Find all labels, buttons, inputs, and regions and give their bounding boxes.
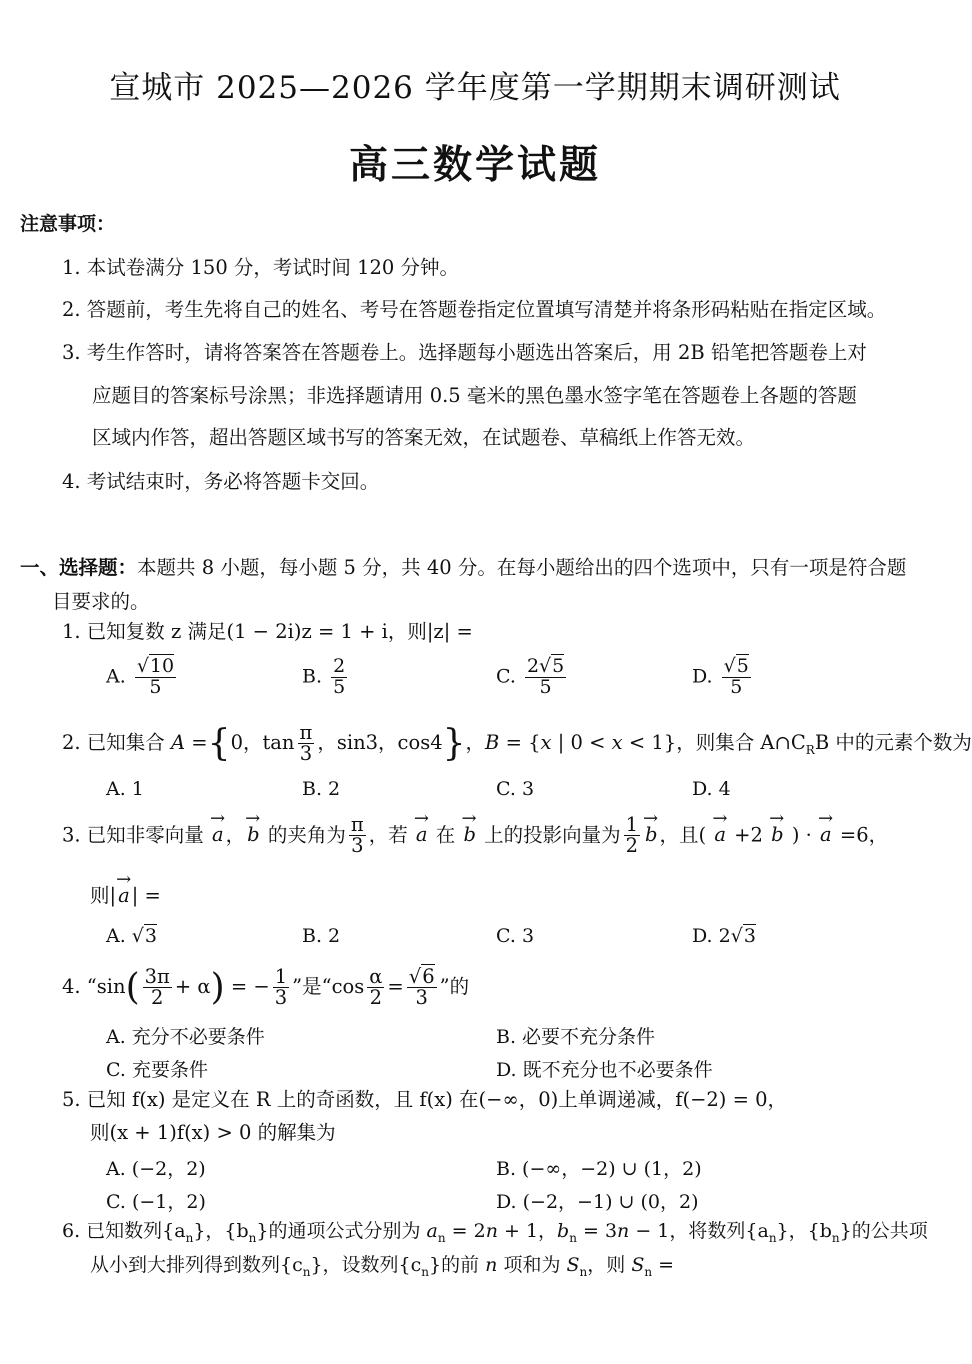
q3-option-c: C. 3 [496, 925, 535, 947]
q5-stem: 5. 已知 f(x) 是定义在 R 上的奇函数，且 f(x) 在(−∞，0)上单调递减，f(−2) = 0， [62, 1088, 788, 1111]
note-1: 1. 本试卷满分 150 分，考试时间 120 分钟。 [62, 256, 460, 279]
note-3-cont-2: 区域内作答，超出答题区域书写的答案无效，在试题卷、草稿纸上作答无效。 [92, 426, 756, 449]
q4-option-b: B. 必要不充分条件 [496, 1026, 656, 1048]
note-3: 3. 考生作答时，请将答案答在答题卷上。选择题每小题选出答案后，用 2B 铅笔把答题卷上对 [62, 341, 867, 364]
q5-option-d: D. (−2，−1) ∪ (0，2) [496, 1191, 699, 1213]
q5-option-a: A. (−2，2) [106, 1158, 206, 1180]
q6-stem-cont: 从小到大排列得到数列$\{c_n\}$，设数列$\{c_n\}$的前 n 项和为 $S_n$，则 $S_n$ = [90, 1254, 675, 1279]
q2-option-c: C. 3 [496, 778, 535, 800]
q5-option-c: C. (−1，2) [106, 1191, 206, 1213]
q3-stem-cont: 则|→ a | = [90, 884, 161, 907]
q4-option-a: A. 充分不必要条件 [106, 1026, 265, 1048]
q5-stem-cont: 则(x + 1)f(x) > 0 的解集为 [90, 1121, 336, 1144]
q2-stem: 2. 已知集合 A ={0，tan $\frac{\pi}{3}$ ，sin3，cos4}，B = {x | 0 < x < 1}，则集合 $A\cap C_RB$ 中的元素个数为 [62, 720, 972, 766]
section-intro-text: 本题共 8 小题，每小题 5 分，共 40 分。在每小题给出的四个选项中，只有一项是符合题 [137, 556, 907, 579]
q4-option-c: C. 充要条件 [106, 1059, 208, 1081]
q1-option-c: C. $\frac{2√5}{5}$ [496, 655, 565, 698]
section-intro-cont: 目要求的。 [52, 590, 150, 613]
q2-option-d: D. 4 [692, 778, 731, 800]
subject-title: 高三数学试题 [348, 143, 601, 188]
q2-option-b: B. 2 [302, 778, 341, 800]
q6-stem: 6. 已知数列$\{a_n\}$，$\{b_n\}$的通项公式分别为 $a_n = 2n + 1$，$b_n = 3n - 1$，将数列$\{a_n\}$，$\{b_n\}$的公共项 [62, 1220, 928, 1245]
q4-stem: 4. “sin( $\frac{3\pi}{2}$ + α) = − $\frac{1}{3}$ ”是“cos $\frac{\alpha}{2}$ = $\frac{√6}{3}$ ”的 [62, 964, 470, 1010]
q3-option-a: A. √3 [106, 925, 158, 947]
q1-option-b: B. $\frac{2}{5}$ [302, 655, 346, 698]
q3-option-d: D. 2√3 [692, 925, 756, 947]
q5-option-b: B. (−∞，−2) ∪ (1，2) [496, 1158, 702, 1180]
note-4: 4. 考试结束时，务必将答题卡交回。 [62, 470, 380, 493]
section-label: 一、选择题： [20, 556, 138, 579]
section-intro [20, 556, 906, 579]
q1-option-d: D. $\frac{√5}{5}$ [692, 655, 749, 698]
q3-stem: 3. 已知非零向量 → a ，→ b 的夹角为 $\frac{\pi}{3}$ ，若 → a 在 → b 上的投影向量为 $\frac{1}{2}$ → b ，且( → a +2 → b ) · → a =6， [62, 815, 888, 857]
q4-option-d: D. 既不充分也不必要条件 [496, 1059, 713, 1081]
note-3-cont-1: 应题目的答案标号涂黑；非选择题请用 0.5 毫米的黑色墨水签字笔在答题卷上各题的答题 [92, 384, 857, 407]
q1-stem: 1. 已知复数 z 满足(1 − 2i)z = 1 + i，则|z| = [62, 620, 473, 643]
q1-option-a: A. $\frac{√10}{5}$ [106, 655, 175, 698]
q2-option-a: A. 1 [106, 778, 144, 800]
exam-title: 宣城市 2025—2026 学年度第一学期期末调研测试 [109, 70, 841, 106]
notes-heading: 注意事项： [20, 213, 116, 235]
note-2: 2. 答题前，考生先将自己的姓名、考号在答题卷指定位置填写清楚并将条形码粘贴在指定区域。 [62, 298, 887, 321]
q3-option-b: B. 2 [302, 925, 341, 947]
